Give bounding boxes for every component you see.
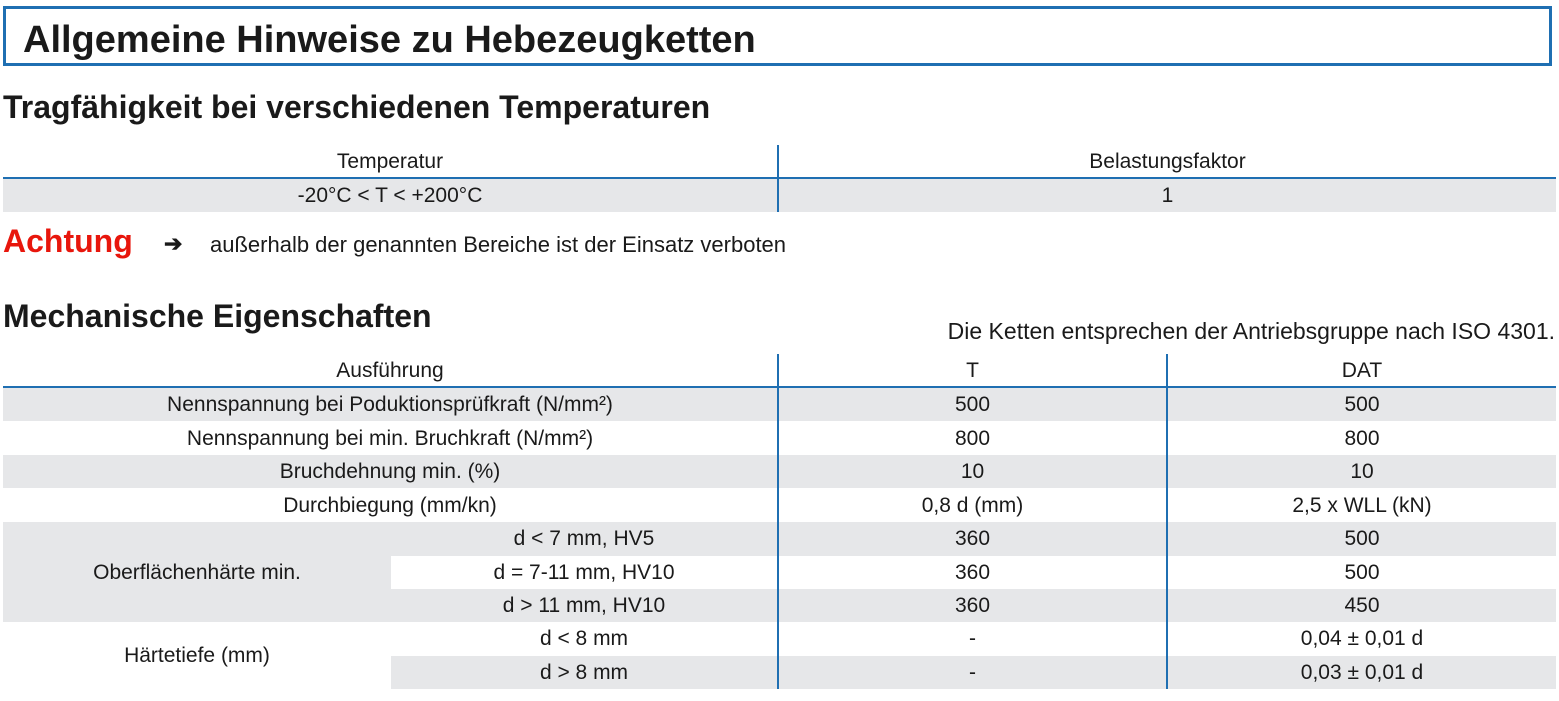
mech-row-label: Nennspannung bei min. Bruchkraft (N/mm²): [186, 427, 594, 450]
mech-row-label: Bruchdehnung min. (%): [279, 460, 501, 483]
mech-row-dat: 800: [1344, 427, 1380, 450]
temp-header-temperature: Temperatur: [336, 150, 444, 173]
mech-header-execution: Ausführung: [336, 359, 444, 382]
warning-label: Achtung: [3, 223, 133, 259]
hardness-label: Oberflächenhärte min.: [93, 561, 301, 584]
mech-row-dat: 10: [1350, 460, 1374, 483]
depth-t: -: [969, 661, 976, 684]
section-heading-mechanical: Mechanische Eigenschaften: [3, 298, 432, 334]
section-heading-temperature: Tragfähigkeit bei verschiedenen Temperaturen: [3, 89, 711, 125]
depth-condition: d < 8 mm: [539, 627, 629, 650]
mech-row-t: 500: [954, 393, 991, 416]
arrow-right-icon: ➔: [164, 231, 183, 256]
mech-row-label: Durchbiegung (mm/kn): [283, 494, 497, 517]
hardness-t: 360: [954, 561, 991, 584]
mech-row-t: 10: [960, 460, 985, 483]
mech-row-t: 0,8 d (mm): [921, 494, 1024, 517]
temp-value-factor: 1: [1161, 184, 1174, 207]
iso-note: Die Ketten entsprechen der Antriebsgruppe nach ISO 4301.: [947, 318, 1555, 344]
mech-row-t: 800: [954, 427, 991, 450]
depth-t: -: [969, 627, 976, 650]
warning-text: außerhalb der genannten Bereiche ist der Einsatz verboten: [210, 232, 787, 257]
hardness-t: 360: [954, 527, 991, 550]
depth-dat: 0,04 ± 0,01 d: [1300, 627, 1424, 650]
temp-header-factor: Belastungsfaktor: [1089, 150, 1246, 173]
mech-header-t: T: [966, 359, 979, 382]
page-title: Allgemeine Hinweise zu Hebezeugketten: [23, 19, 756, 61]
mech-header-dat: DAT: [1341, 359, 1383, 382]
mech-row-dat: 500: [1344, 393, 1380, 416]
hardness-condition: d = 7-11 mm, HV10: [493, 561, 675, 584]
hardness-dat: 500: [1344, 527, 1380, 550]
hardness-condition: d < 7 mm, HV5: [513, 527, 655, 550]
hardness-condition: d > 11 mm, HV10: [502, 594, 666, 617]
depth-label: Härtetiefe (mm): [124, 644, 270, 667]
temp-value-range: -20°C < T < +200°C: [297, 184, 483, 207]
hardness-dat: 450: [1344, 594, 1380, 617]
depth-condition: d > 8 mm: [539, 661, 629, 684]
hardness-t: 360: [954, 594, 991, 617]
mech-row-label: Nennspannung bei Poduktionsprüfkraft (N/mm²): [167, 393, 613, 416]
hardness-dat: 500: [1344, 561, 1380, 584]
mech-row-dat: 2,5 x WLL (kN): [1292, 494, 1432, 517]
title-box: [3, 6, 1552, 66]
depth-dat: 0,03 ± 0,01 d: [1300, 661, 1424, 684]
